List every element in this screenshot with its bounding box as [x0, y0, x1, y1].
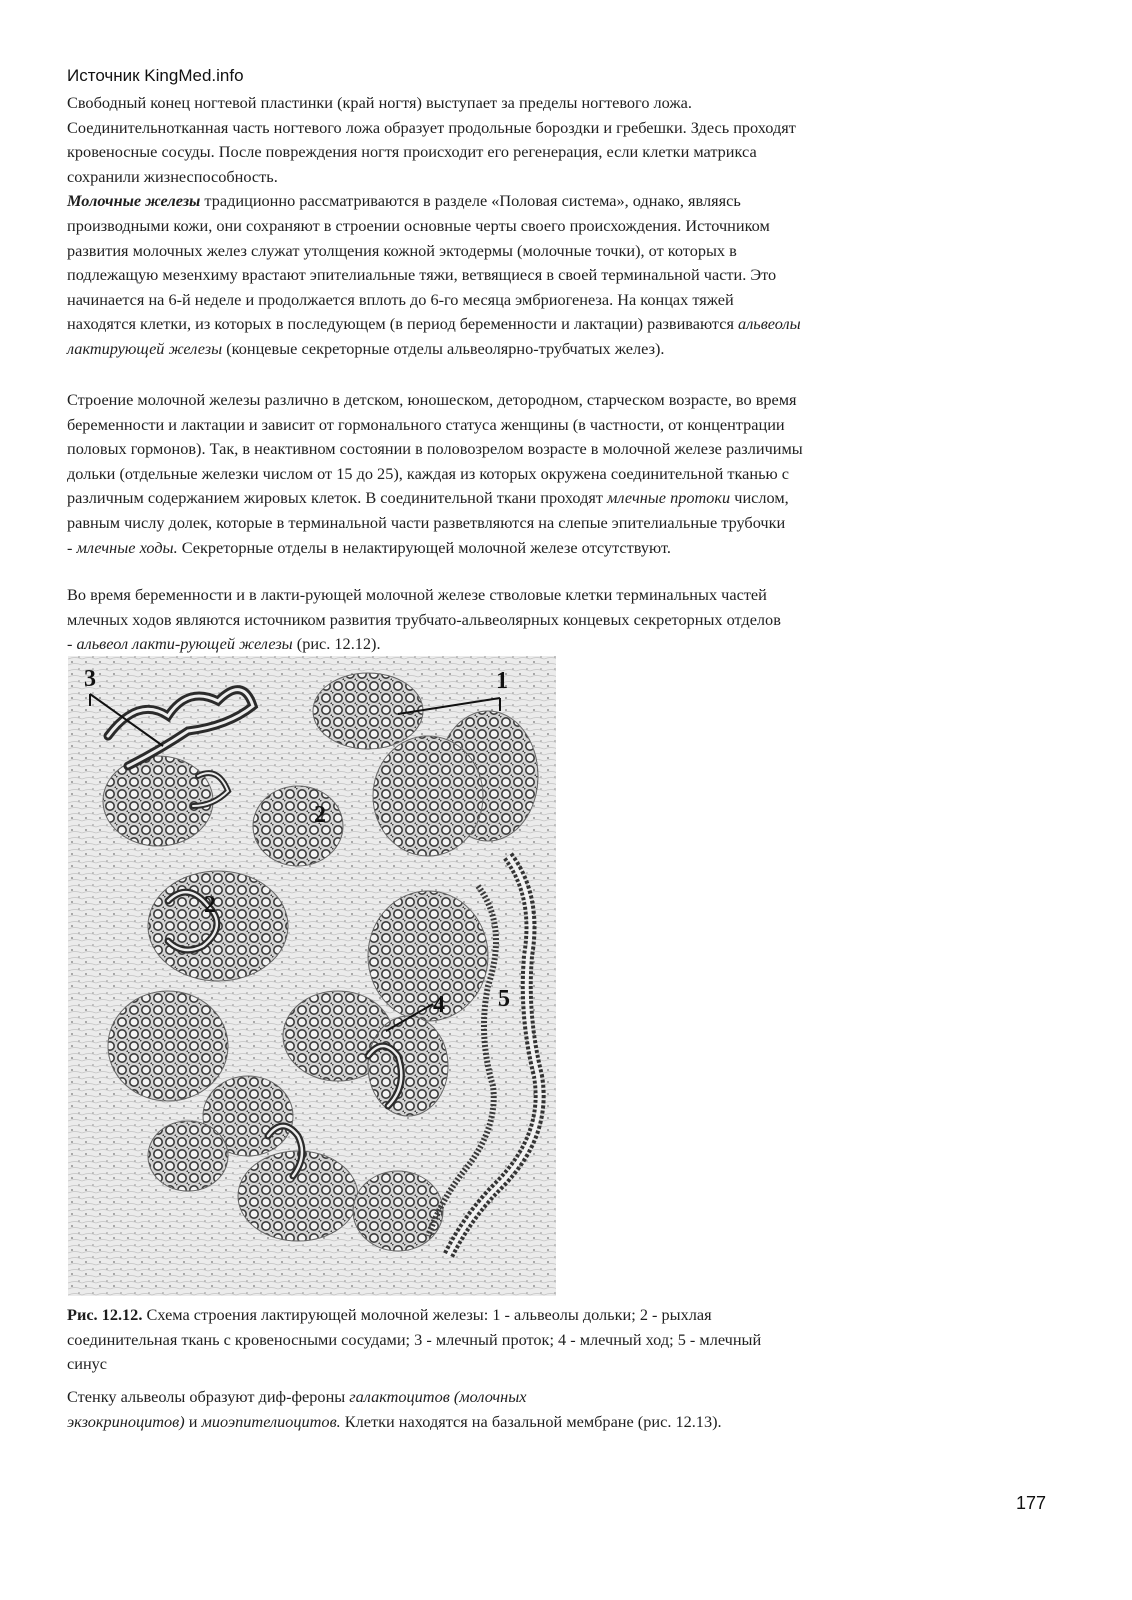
term-alveoli-lactating: альвеол лакти-рующей железы	[76, 634, 293, 654]
caption-label: Рис. 12.12.	[67, 1305, 143, 1324]
paragraph-gland-structure	[67, 388, 1057, 560]
term-mammary-glands: Молочные железы	[67, 191, 201, 211]
text-line: развития молочных желез служат утолщения кожной эктодермы (молочные точки), от которых в	[67, 240, 737, 260]
text-line: половых гормонов). Так, в неактивном состоянии в половозрелом возрасте в молочной железе различимы	[67, 439, 803, 459]
text-line	[67, 486, 1057, 511]
text-line: сохранили жизнеспособность.	[67, 166, 278, 186]
text-line: производными кожи, они сохраняют в строении основные черты своего происхождения. Источником	[67, 215, 770, 235]
text-fragment: -	[67, 537, 77, 557]
text-line: начинается на 6-й неделе и продолжается вплоть до 6-го месяца эмбриогенеза. На концах тяжей	[67, 289, 734, 309]
term-galactocytes: галактоцитов (молочных	[349, 1387, 527, 1406]
text-fragment: (рис. 12.12).	[292, 634, 381, 654]
text-fragment: Стенку альвеолы образуют диф-фероны	[67, 1387, 350, 1406]
term-milk-passages: млечные ходы.	[76, 537, 178, 557]
histology-figure	[68, 656, 556, 1296]
page-number: 177	[1016, 1493, 1047, 1513]
term-exocrinocytes: экзокриноцитов)	[67, 1411, 185, 1431]
text-fragment: и	[184, 1411, 202, 1431]
text-line: Строение молочной железы различно в детском, юношеском, детородном, старческом возрасте, во время	[67, 390, 797, 409]
term-alveoli: альвеолы	[738, 314, 801, 334]
source-header: Источник KingMed.info	[67, 66, 244, 85]
text-fragment: находятся клетки, из которых в последующем (в период беременности и лактации) развиваются	[67, 314, 739, 334]
text-line: Свободный конец ногтевой пластинки (край ногтя) выступает за пределы ногтевого ложа.	[67, 93, 692, 112]
text-fragment: числом,	[730, 488, 789, 508]
text-fragment: различным содержанием жировых клеток. В соединительной ткани проходят	[67, 488, 608, 508]
text-line: беременности и лактации и зависит от гормонального статуса женщины (в частности, от концентрации	[67, 414, 785, 434]
label-1: 1	[496, 668, 508, 694]
label-5: 5	[498, 986, 510, 1012]
text-fragment: Схема строения лактирующей молочной железы: 1 - альвеолы дольки; 2 - рыхлая	[142, 1305, 712, 1324]
text-line: подлежащую мезенхиму врастают эпителиальные тяжи, ветвящиеся в своей терминальной части. Это	[67, 265, 777, 285]
text-fragment: Клетки находятся на базальной мембране (рис. 12.13).	[340, 1411, 722, 1431]
text-line: дольки (отдельные железки числом от 15 до 25), каждая из которых окружена соединительной тканью с	[67, 463, 789, 483]
paragraph-pregnancy	[67, 583, 1057, 657]
text-line: млечных ходов являются источником развития трубчато-альвеолярных концевых секреторных отделов	[67, 609, 781, 629]
text-line	[67, 312, 1057, 337]
text-line	[67, 189, 1057, 214]
label-2: 2	[314, 802, 326, 828]
histology-drawing	[68, 656, 556, 1296]
text-line	[67, 337, 1057, 362]
text-fragment: -	[67, 634, 77, 654]
text-line	[67, 1385, 1057, 1410]
text-fragment: традиционно рассматриваются в разделе «Половая система», однако, являясь	[200, 191, 741, 211]
text-line	[67, 1303, 1057, 1328]
text-fragment: Секреторные отделы в нелактирующей молочной железе отсутствуют.	[177, 537, 671, 557]
figure-caption	[67, 1303, 1057, 1377]
text-fragment: (концевые секреторные отделы альвеолярно-трубчатых желез).	[222, 338, 665, 358]
label-2: 2	[204, 892, 216, 918]
text-line: равным числу долек, которые в терминальной части разветвляются на слепые эпителиальные трубочки	[67, 512, 786, 532]
text-line: синус	[67, 1354, 108, 1374]
label-3: 3	[84, 666, 96, 692]
text-line	[67, 1410, 1057, 1435]
text-line: Соединительнотканная часть ногтевого ложа образует продольные бороздки и гребешки. Здесь проходят	[67, 117, 796, 137]
text-line	[67, 632, 1057, 657]
term-lactating-gland: лактирующей железы	[67, 338, 223, 358]
paragraph-nail-and-mammary-development	[67, 91, 1057, 362]
paragraph-alveolus-wall	[67, 1385, 1057, 1434]
label-4: 4	[433, 992, 445, 1018]
text-line: кровеносные сосуды. После повреждения ногтя происходит его регенерация, если клетки матрикса	[67, 142, 757, 162]
text-line: Во время беременности и в лакти-рующей молочной железе стволовые клетки терминальных частей	[67, 585, 767, 604]
text-line: соединительная ткань с кровеносными сосудами; 3 - млечный проток; 4 - млечный ход; 5 - млечный	[67, 1329, 762, 1349]
term-myoepitheliocytes: миоэпителиоцитов.	[201, 1411, 341, 1431]
term-milk-ducts: млечные протоки	[607, 488, 731, 508]
text-line	[67, 536, 1057, 561]
